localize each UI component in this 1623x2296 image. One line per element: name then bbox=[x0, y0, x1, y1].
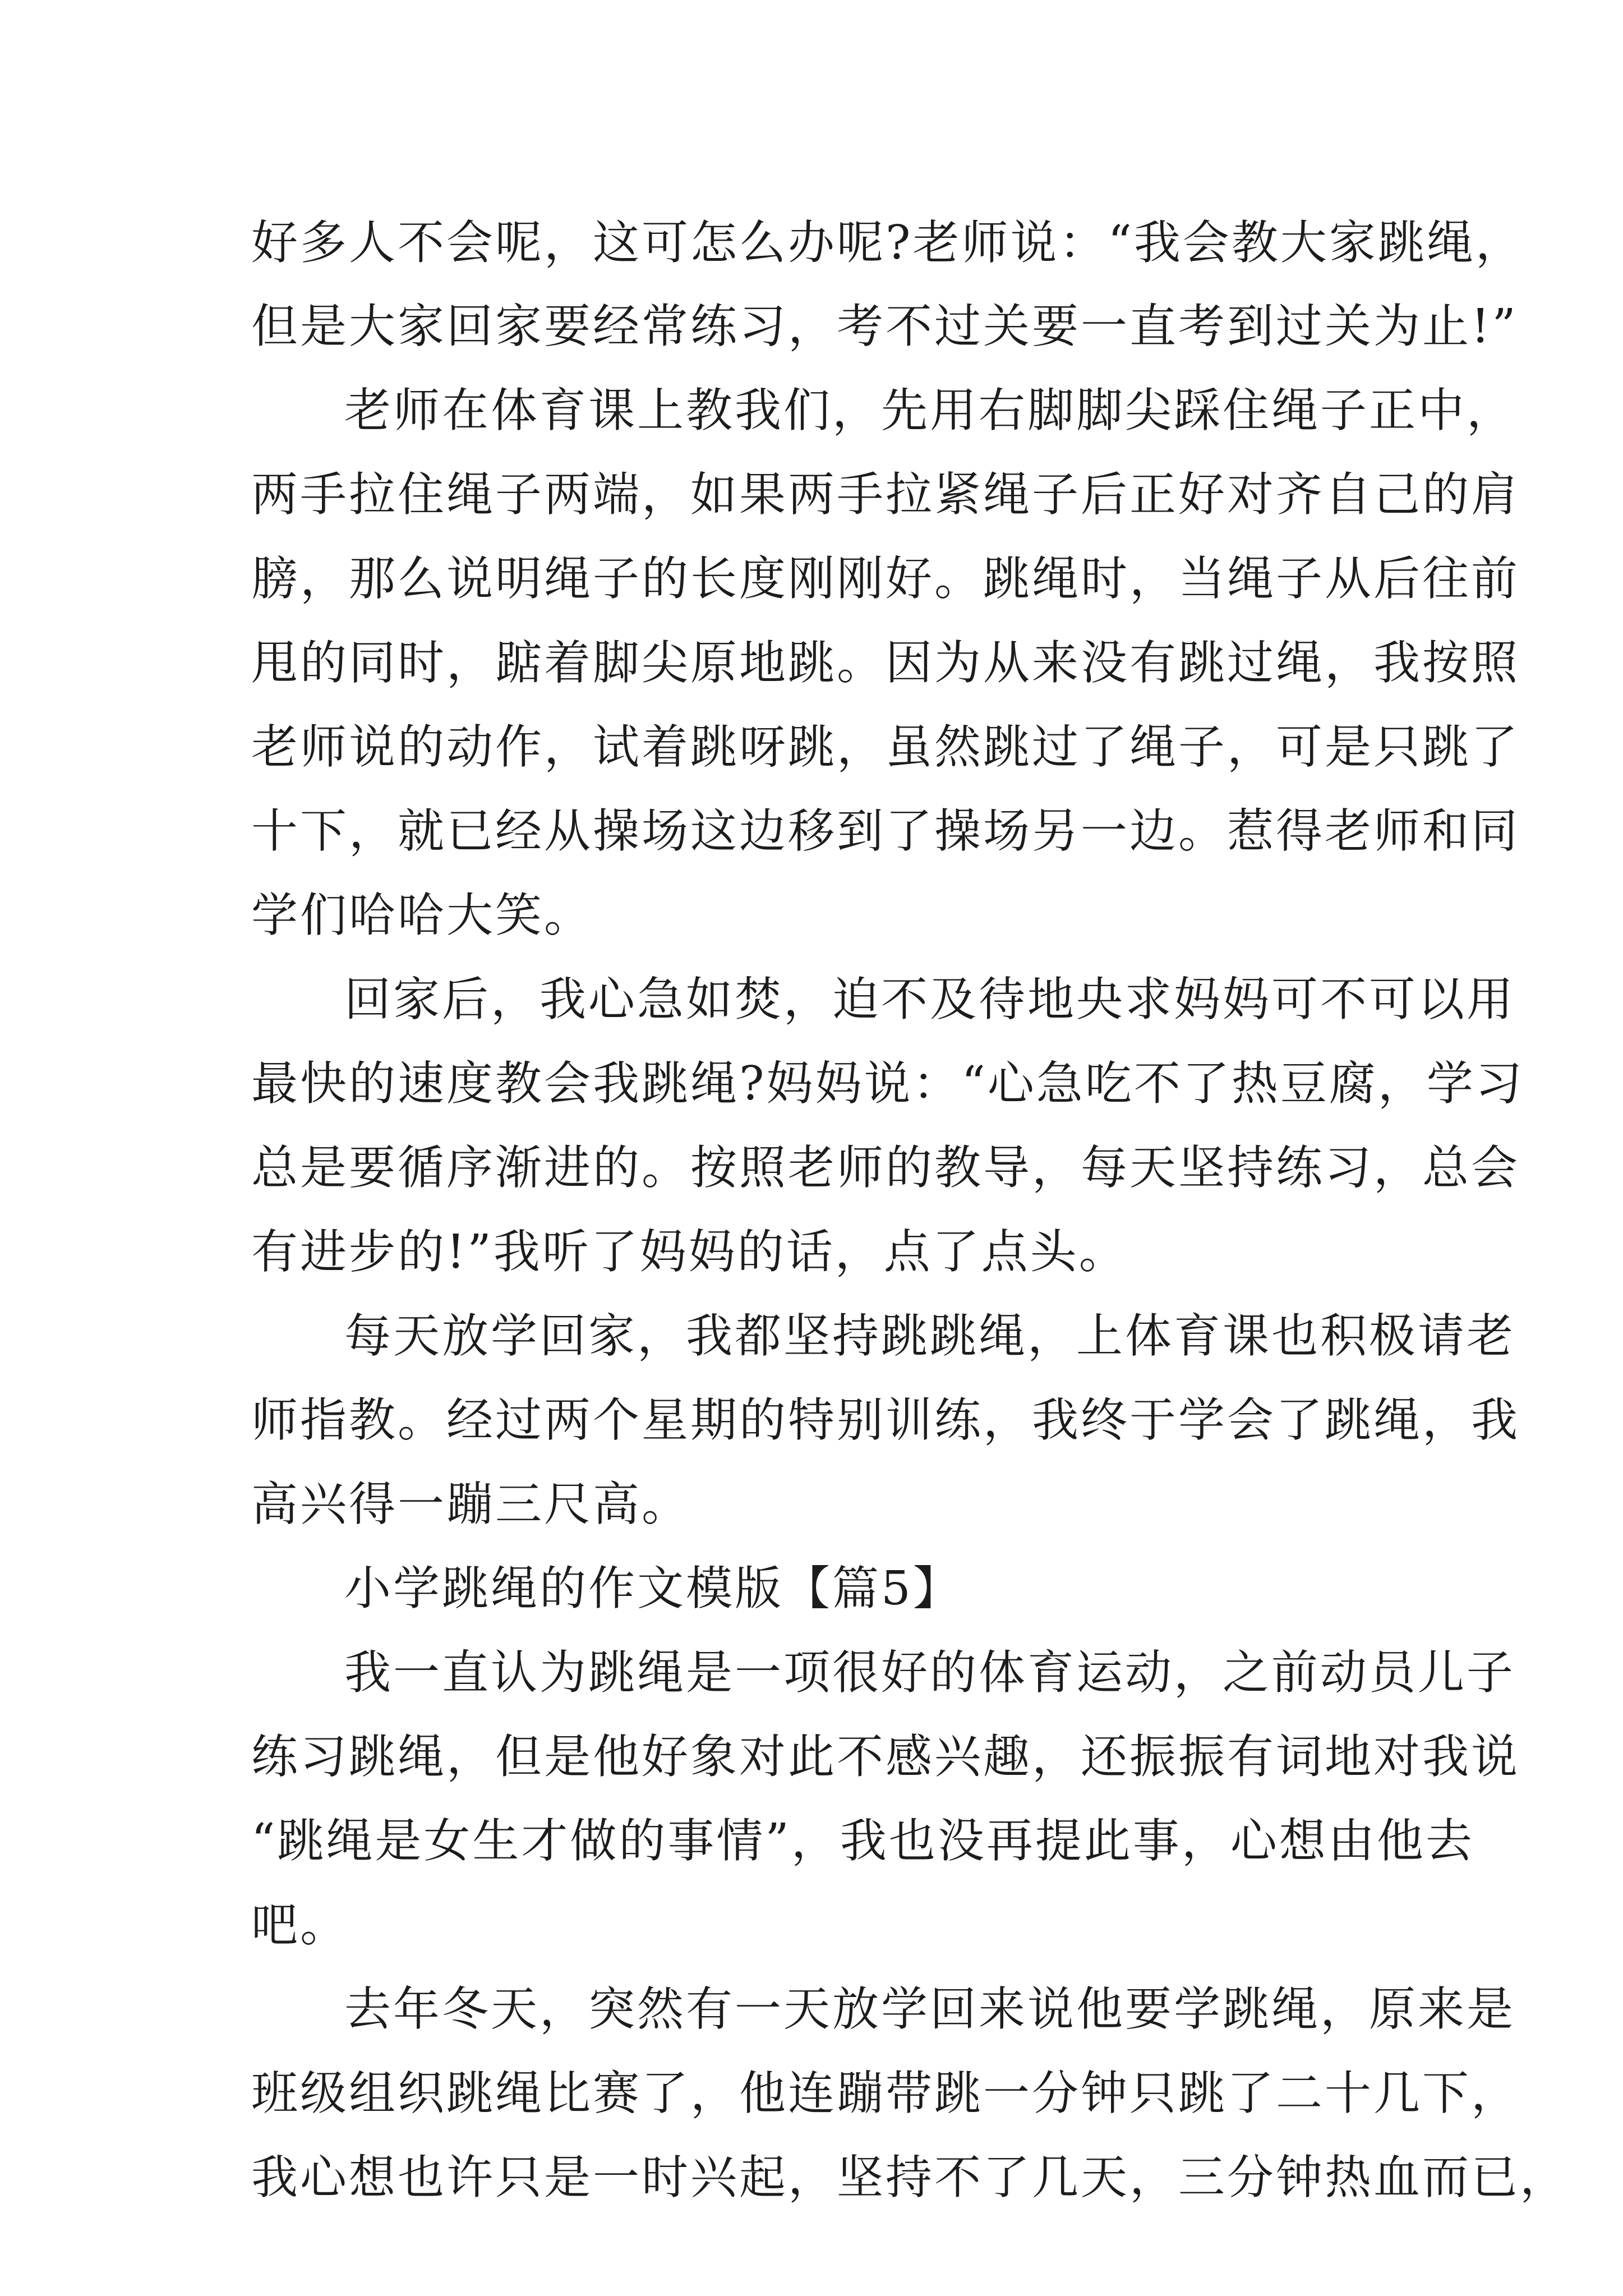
text-line: 高兴得一蹦三尺高。 bbox=[251, 1477, 690, 1531]
text-line: 我心想也许只是一时兴起，坚持不了几天，三分钟热血而已， bbox=[251, 2150, 1569, 2205]
paragraph-start: 我一直认为跳绳是一项很好的体育运动，之前动员儿子 bbox=[344, 1645, 1515, 1700]
paragraph-start: 回家后，我心急如焚，迫不及待地央求妈妈可不可以用 bbox=[344, 972, 1515, 1027]
text-line: 吧。 bbox=[251, 1898, 349, 1952]
text-line: 学们哈哈大笑。 bbox=[251, 888, 593, 942]
text-line: 练习跳绳，但是他好象对此不感兴趣，还振振有词地对我说 bbox=[251, 1729, 1520, 1784]
text-line: 甩的同时，踮着脚尖原地跳。因为从来没有跳过绳，我按照 bbox=[251, 636, 1520, 690]
text-line: 总是要循序渐进的。按照老师的教导，每天坚持练习，总会 bbox=[251, 1140, 1520, 1195]
paragraph-start: 老师在体育课上教我们，先用右脚脚尖踩住绳子正中， bbox=[344, 383, 1515, 438]
text-line: 班级组织跳绳比赛了，他连蹦带跳一分钟只跳了二十几下， bbox=[251, 2066, 1520, 2120]
text-line: 最快的速度教会我跳绳?妈妈说：“心急吃不了热豆腐，学习 bbox=[251, 1056, 1524, 1111]
text-line: 十下，就已经从操场这边移到了操场另一边。惹得老师和同 bbox=[251, 804, 1520, 858]
text-line: 两手拉住绳子两端，如果两手拉紧绳子后正好对齐自己的肩 bbox=[251, 467, 1520, 522]
text-line: 但是大家回家要经常练习，考不过关要一直考到过关为止!” bbox=[251, 299, 1518, 353]
paragraph-start: 去年冬天，突然有一天放学回来说他要学跳绳，原来是 bbox=[344, 1982, 1515, 2036]
text-line: 师指教。经过两个星期的特别训练，我终于学会了跳绳，我 bbox=[251, 1393, 1520, 1447]
text-line: “跳绳是女生才做的事情”，我也没再提此事，心想由他去 bbox=[251, 1814, 1474, 1868]
text-line: 老师说的动作，试着跳呀跳，虽然跳过了绳子，可是只跳了 bbox=[251, 720, 1520, 774]
text-line: 膀，那么说明绳子的长度刚刚好。跳绳时，当绳子从后往前 bbox=[251, 551, 1520, 606]
section-heading: 小学跳绳的作文模版【篇5】 bbox=[344, 1561, 962, 1616]
text-line: 有进步的!”我听了妈妈的话，点了点头。 bbox=[251, 1225, 1128, 1279]
paragraph-start: 每天放学回家，我都坚持跳跳绳，上体育课也积极请老 bbox=[344, 1309, 1515, 1363]
text-line: 好多人不会呢，这可怎么办呢?老师说：“我会教大家跳绳， bbox=[251, 215, 1524, 270]
